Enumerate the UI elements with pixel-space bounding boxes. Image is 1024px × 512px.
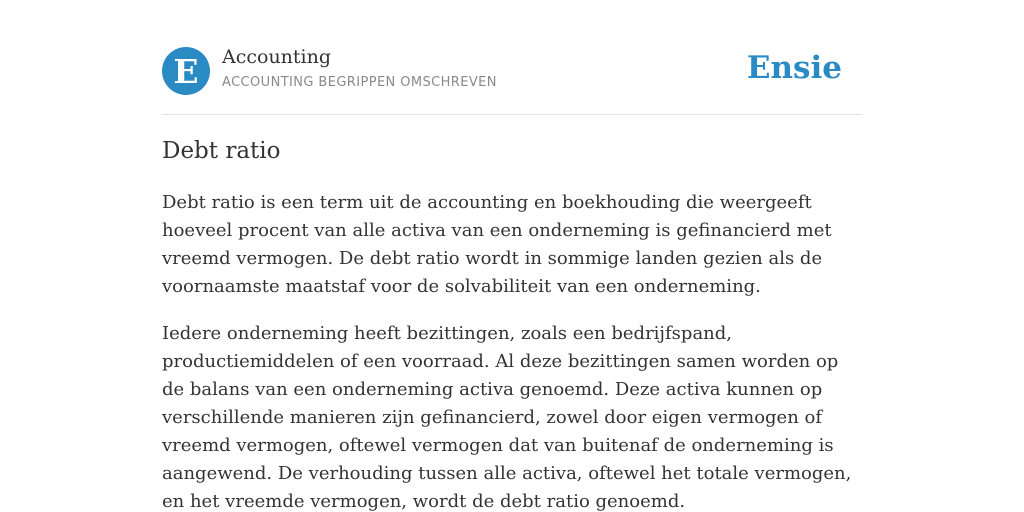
- logo-letter: E: [173, 52, 199, 91]
- article-body: [162, 189, 862, 512]
- category-subtitle: ACCOUNTING BEGRIPPEN OMSCHREVEN: [222, 75, 497, 90]
- site-header: [162, 46, 862, 115]
- article-paragraph-2: Iedere onderneming heeft bezittingen, zoals een bedrijfspand, productiemiddelen of een voorraad. Al deze bezittingen samen worden op de balans van een onderneming activa genoemd. Deze activa kunnen op verschillende manieren zijn gefinancierd, zowel door eigen vermogen of vreemd vermogen, oftewel vermogen dat van buitenaf de onderneming is aangewend. De verhouding tussen alle activa, oftewel het totale vermogen, en het vreemde vermogen, wordt de debt ratio genoemd.: [162, 323, 852, 512]
- article-paragraph-1: Debt ratio is een term uit de accounting en boekhouding die weergeeft hoeveel procent van alle activa van een onderneming is gefinancierd met vreemd vermogen. De debt ratio wordt in sommige landen gezien als de voornaamste maatstaf voor de solvabiliteit van een onderneming.: [162, 192, 832, 297]
- logo-icon[interactable]: [162, 47, 210, 95]
- article-title: Debt ratio: [162, 138, 281, 164]
- category-title[interactable]: Accounting: [222, 46, 332, 68]
- brand-logo[interactable]: Ensie: [746, 50, 842, 86]
